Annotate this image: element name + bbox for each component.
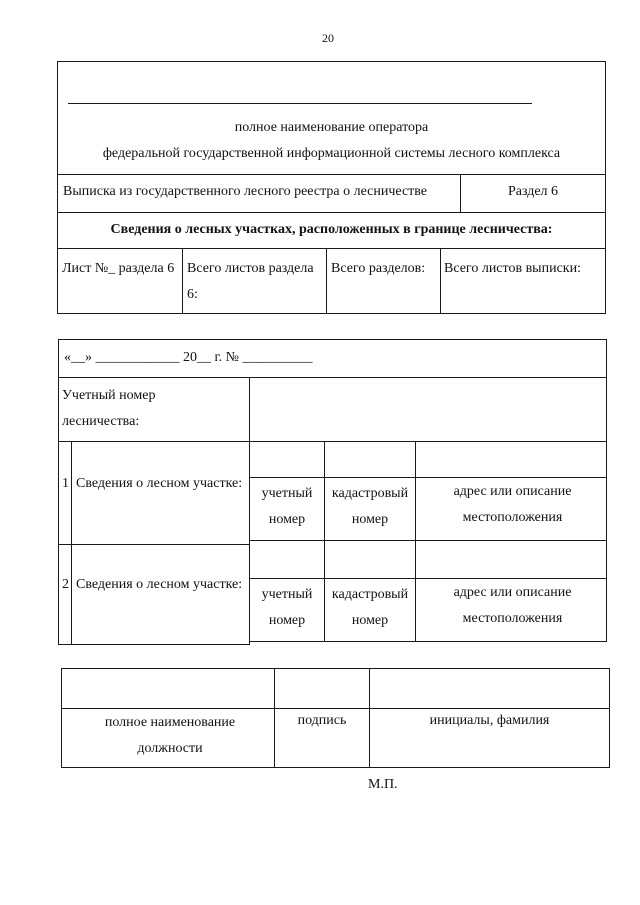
- signature-label: подпись: [297, 713, 347, 728]
- position-label: полное наименование должности: [104, 715, 236, 756]
- forestry-number-value[interactable]: [250, 378, 606, 441]
- section-label: Раздел 6: [507, 184, 559, 199]
- total-sections-cell: Всего разделов:: [331, 261, 426, 276]
- plot-cadastral-number-label: кадастровый номер: [331, 587, 409, 628]
- total-sheets-section-cell: Всего листов раздела 6:: [187, 261, 314, 302]
- plot-address-label: адрес или описание местоположения: [453, 585, 572, 626]
- plot-row-label: Сведения о лесном участке:: [76, 476, 243, 491]
- position-value[interactable]: [62, 669, 274, 708]
- operator-name-line: [68, 103, 532, 104]
- plot-accounting-number-value[interactable]: [250, 442, 324, 477]
- forestry-number-label: Учетный номер лесничества:: [62, 388, 156, 429]
- extract-title: Выписка из государственного лесного реестра о лесничестве: [63, 184, 428, 199]
- operator-label-line2: федеральной государственной информационной системы лесного комплекса: [102, 146, 561, 161]
- date-number-line: «__» ____________ 20__ г. № __________: [64, 350, 313, 365]
- name-value[interactable]: [370, 669, 609, 708]
- sheet-number-cell: Лист №_ раздела 6: [62, 261, 175, 276]
- plot-address-value[interactable]: [416, 442, 606, 477]
- stamp-label: М.П.: [368, 777, 398, 792]
- operator-label-line1: полное наименование оператора: [234, 120, 429, 135]
- plot-address-value[interactable]: [416, 541, 606, 578]
- plot-row-number: 2: [62, 577, 69, 592]
- name-label: инициалы, фамилия: [429, 713, 550, 728]
- page-number: 20: [322, 31, 334, 45]
- plot-row-label: Сведения о лесном участке:: [76, 577, 243, 592]
- plot-accounting-number-label: учетный номер: [261, 486, 313, 527]
- plot-cadastral-number-label: кадастровый номер: [331, 486, 409, 527]
- plot-row-number: 1: [62, 476, 69, 491]
- section-heading: Сведения о лесных участках, расположенных в границе лесничества:: [110, 222, 553, 237]
- total-sheets-extract-cell: Всего листов выписки:: [444, 261, 581, 276]
- plot-cadastral-number-value[interactable]: [325, 541, 415, 578]
- plot-accounting-number-value[interactable]: [250, 541, 324, 578]
- signature-value[interactable]: [275, 669, 369, 708]
- plot-cadastral-number-value[interactable]: [325, 442, 415, 477]
- plot-address-label: адрес или описание местоположения: [453, 484, 572, 525]
- plot-accounting-number-label: учетный номер: [261, 587, 313, 628]
